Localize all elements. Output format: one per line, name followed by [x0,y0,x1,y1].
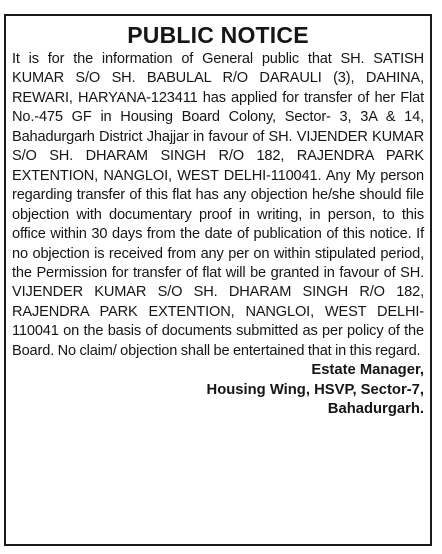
signature-designation: Estate Manager, [311,362,424,379]
signature-place: Bahadurgarh. [327,401,424,418]
public-notice-box [4,14,432,546]
notice-signature [12,361,424,420]
notice-title: PUBLIC NOTICE [127,22,309,48]
notice-body: It is for the information of General public that SH. SATISH KUMAR S/O SH. BABULAL R/O DARAULI (3), DAHINA, REWARI, HARYANA-123411 has applied for transfer of her Flat No.-475 GF in Housing Board Colony, Sector- 3, 3A & 14, Bahadurgarh District Jhajjar in favour of SH. VIJENDER KUMAR S/O SH. DHARAM SINGH R/O 182, RAJENDRA PARK EXTENTION, NANGLOI, WEST DELHI-110041. Any My person regarding transfer of this flat has any objection he/she should file objection with documentary proof in writing, in person, to this office within 30 days from the date of publication of this notice. If no objection is received from any per on within stipulated period, the Permission for transfer of flat will be granted in favour of SH. VIJENDER KUMAR S/O SH. DHARAM SINGH R/O 182, RAJENDRA PARK EXTENTION, NANGLOI, WEST DELHI-110041 on the basis of documents submitted as per policy of the Board. No claim/ objection shall be entertained that in this regard. [12,51,424,359]
signature-office: Housing Wing, HSVP, Sector-7, [206,381,424,398]
